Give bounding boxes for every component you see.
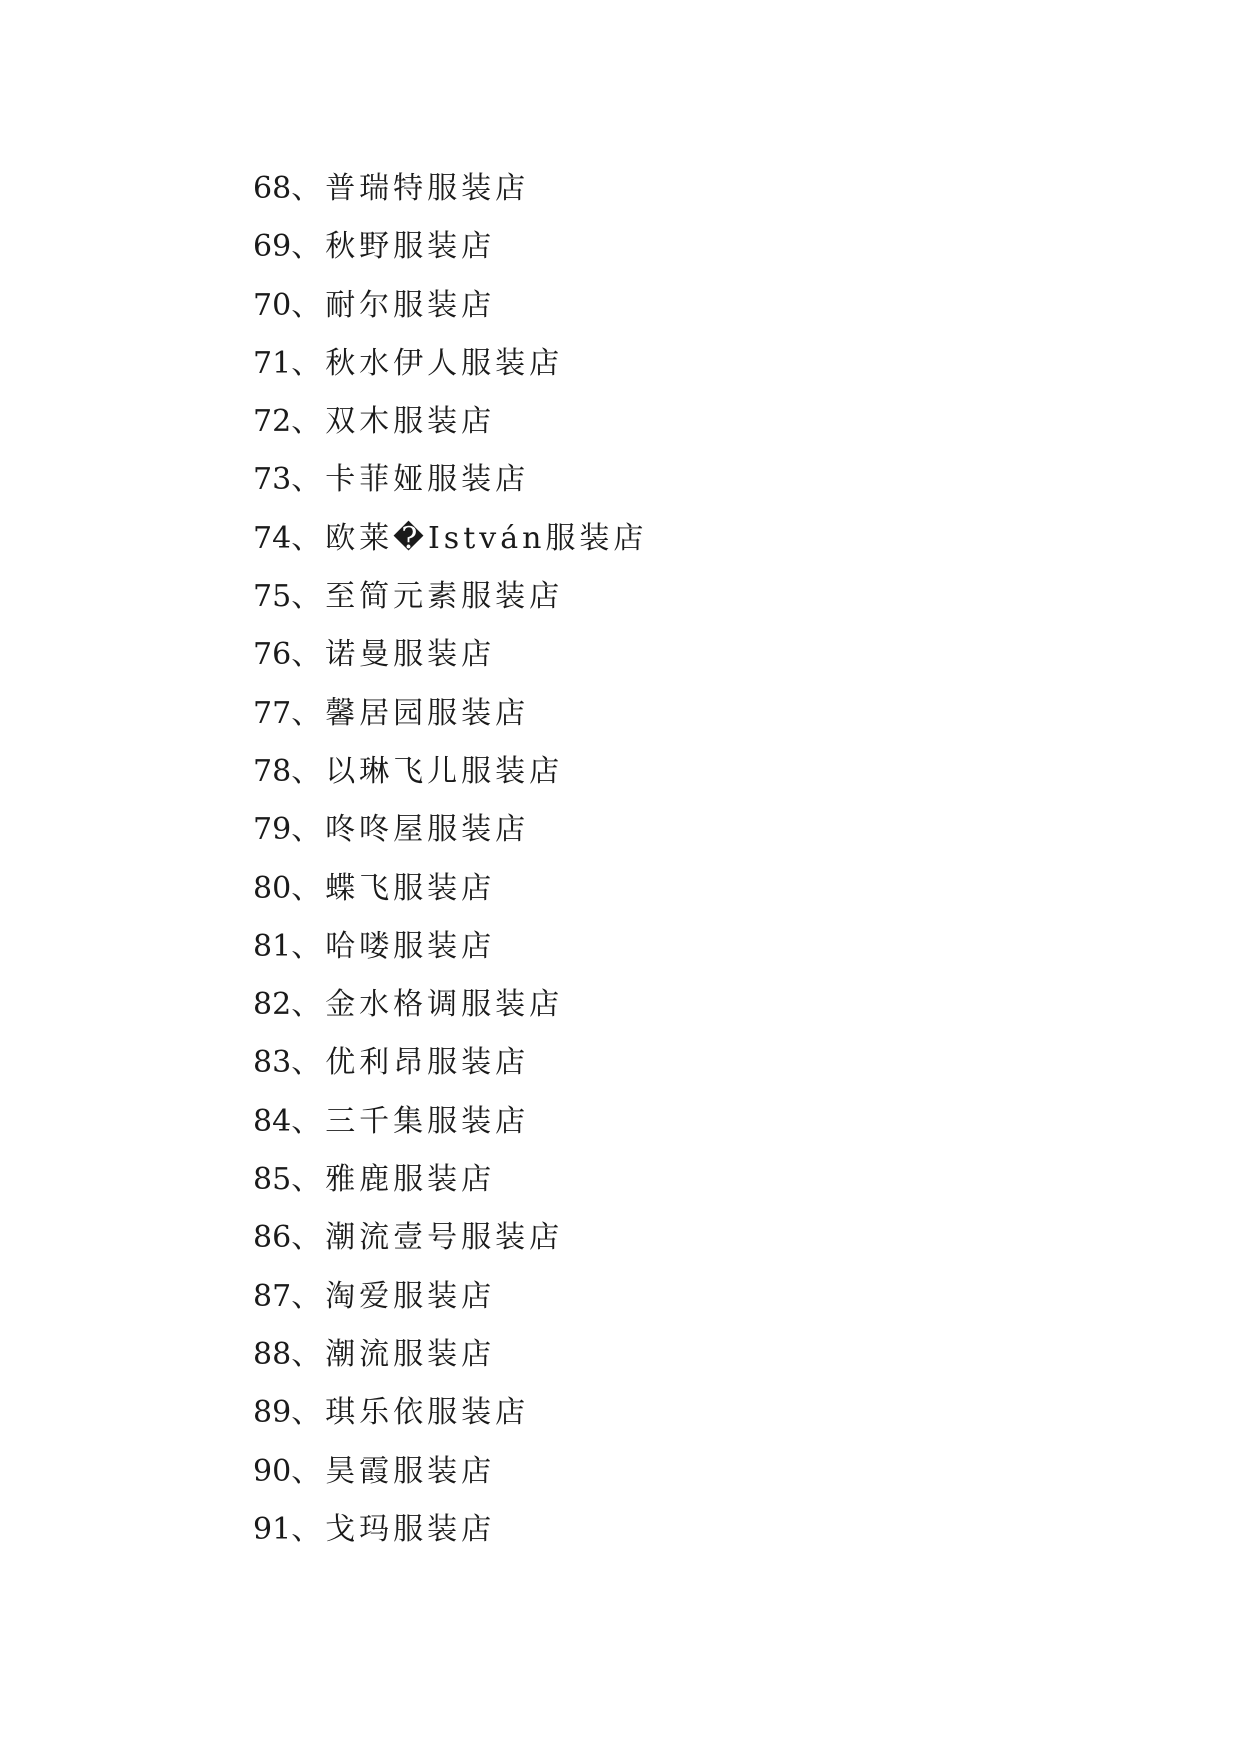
store-name: 欧莱�István服装店: [325, 520, 648, 556]
item-number: 81: [253, 928, 292, 964]
store-name: 馨居园服装店: [325, 695, 530, 731]
item-separator: 、: [291, 1045, 326, 1081]
store-name: 昊霞服装店: [325, 1453, 496, 1489]
list-item: [253, 1151, 647, 1209]
item-number: 73: [253, 462, 292, 498]
item-separator: 、: [291, 1162, 326, 1198]
item-separator: 、: [291, 404, 326, 440]
item-number: 79: [253, 812, 292, 848]
store-name-list: [253, 160, 647, 1559]
item-number: 91: [253, 1511, 292, 1547]
item-separator: 、: [291, 579, 326, 615]
item-number: 83: [253, 1045, 292, 1081]
list-item: [253, 510, 647, 568]
list-item: [253, 685, 647, 743]
item-separator: 、: [291, 1511, 326, 1547]
list-item: [253, 743, 647, 801]
item-number: 72: [253, 404, 292, 440]
item-number: 87: [253, 1278, 292, 1314]
store-name: 诺曼服装店: [325, 637, 496, 673]
store-name: 秋水伊人服装店: [325, 345, 564, 381]
item-number: 70: [253, 287, 292, 323]
item-separator: 、: [291, 753, 326, 789]
item-separator: 、: [291, 1220, 326, 1256]
store-name: 以琳飞儿服装店: [325, 753, 564, 789]
list-item: [253, 1034, 647, 1092]
item-number: 77: [253, 695, 292, 731]
list-item: [253, 918, 647, 976]
list-item: [253, 801, 647, 859]
item-separator: 、: [291, 171, 326, 206]
item-number: 85: [253, 1162, 292, 1198]
store-name: 雅鹿服装店: [325, 1162, 496, 1198]
item-separator: 、: [291, 928, 326, 964]
list-item: [253, 626, 647, 684]
list-item: [253, 335, 647, 393]
store-name: 金水格调服装店: [325, 987, 564, 1023]
list-item: [253, 277, 647, 335]
item-separator: 、: [291, 812, 326, 848]
store-name: 咚咚屋服装店: [325, 812, 530, 848]
item-number: 86: [253, 1220, 292, 1256]
list-item: [253, 393, 647, 451]
list-item: [253, 218, 647, 276]
store-name: 耐尔服装店: [325, 287, 496, 323]
item-separator: 、: [291, 1336, 326, 1372]
list-item: [253, 1443, 647, 1501]
item-separator: 、: [291, 520, 326, 556]
store-name: 潮流服装店: [325, 1336, 496, 1372]
item-separator: 、: [291, 1278, 326, 1314]
item-separator: 、: [291, 870, 326, 906]
item-number: 80: [253, 870, 292, 906]
store-name: 优利昂服装店: [325, 1045, 530, 1081]
item-separator: 、: [291, 637, 326, 673]
item-separator: 、: [291, 462, 326, 498]
item-separator: 、: [291, 287, 326, 323]
store-name: 哈喽服装店: [325, 928, 496, 964]
list-item: [253, 1384, 647, 1442]
store-name: 至简元素服装店: [325, 579, 564, 615]
store-name: 琪乐依服装店: [325, 1395, 530, 1431]
item-number: 90: [253, 1453, 292, 1489]
item-number: 75: [253, 579, 292, 615]
list-item: [253, 976, 647, 1034]
item-number: 69: [253, 229, 292, 265]
item-separator: 、: [291, 345, 326, 381]
item-separator: 、: [291, 987, 326, 1023]
store-name: 卡菲娅服装店: [325, 462, 530, 498]
list-item: [253, 451, 647, 509]
list-item: [253, 1501, 647, 1559]
item-number: 68: [253, 171, 292, 206]
store-name: 戈玛服装店: [325, 1511, 496, 1547]
list-item: [253, 1209, 647, 1267]
item-separator: 、: [291, 1103, 326, 1139]
item-number: 76: [253, 637, 292, 673]
list-item: [253, 1326, 647, 1384]
item-number: 89: [253, 1395, 292, 1431]
item-number: 82: [253, 987, 292, 1023]
item-separator: 、: [291, 1395, 326, 1431]
item-number: 78: [253, 753, 292, 789]
item-separator: 、: [291, 1453, 326, 1489]
store-name: 秋野服装店: [325, 229, 496, 265]
item-number: 84: [253, 1103, 292, 1139]
store-name: 三千集服装店: [325, 1103, 530, 1139]
store-name: 双木服装店: [325, 404, 496, 440]
list-item: [253, 160, 647, 218]
item-number: 71: [253, 345, 292, 381]
item-number: 88: [253, 1336, 292, 1372]
list-item: [253, 568, 647, 626]
item-separator: 、: [291, 695, 326, 731]
store-name: 淘爱服装店: [325, 1278, 496, 1314]
store-name: 普瑞特服装店: [325, 171, 530, 206]
list-item: [253, 1268, 647, 1326]
item-number: 74: [253, 520, 292, 556]
list-item: [253, 860, 647, 918]
item-separator: 、: [291, 229, 326, 265]
store-name: 蝶飞服装店: [325, 870, 496, 906]
list-item: [253, 1093, 647, 1151]
store-name: 潮流壹号服装店: [325, 1220, 564, 1256]
